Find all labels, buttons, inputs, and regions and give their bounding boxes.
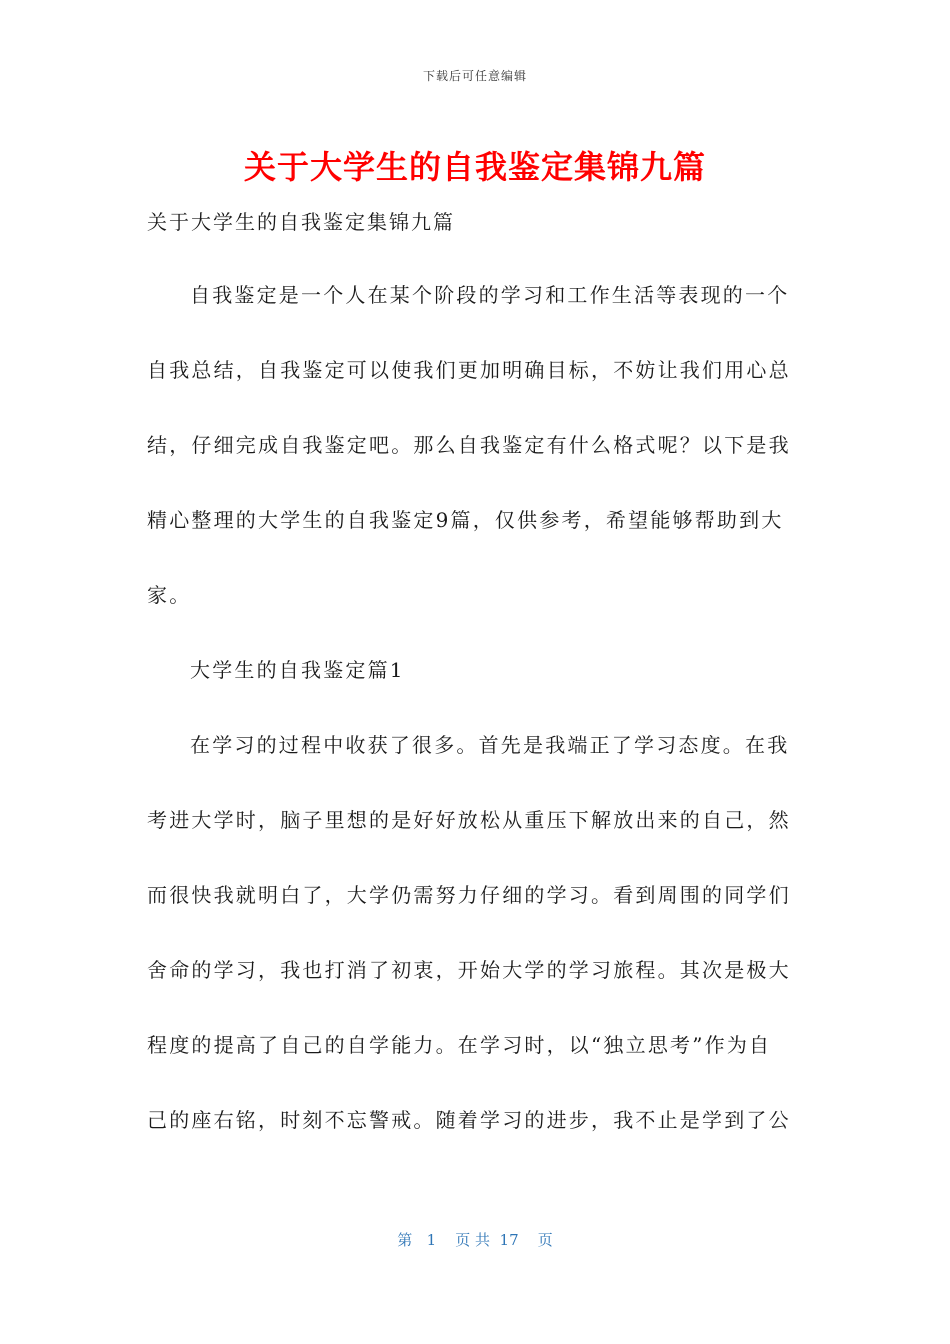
paragraph-line: 考进大学时，脑子里想的是好好放松从重压下解放出来的自己，然 [147, 808, 791, 832]
paragraph-line: 舍命的学习，我也打消了初衷，开始大学的学习旅程。其次是极大 [147, 958, 791, 982]
paragraph-line: 在学习的过程中收获了很多。首先是我端正了学习态度。在我 [190, 733, 790, 757]
paragraph-line: 自我总结，自我鉴定可以使我们更加明确目标，不妨让我们用心总 [147, 358, 791, 382]
paragraph-line: 程度的提高了自己的自学能力。在学习时，以“独立思考”作为自 [147, 1033, 772, 1057]
document-title: 关于大学生的自我鉴定集锦九篇 [243, 148, 706, 186]
paragraph-line: 自我鉴定是一个人在某个阶段的学习和工作生活等表现的一个 [190, 283, 790, 307]
page-footer [0, 1229, 950, 1250]
document-subtitle: 关于大学生的自我鉴定集锦九篇 [147, 210, 455, 234]
paragraph-line: 己的座右铭，时刻不忘警戒。随着学习的进步，我不止是学到了公 [147, 1108, 791, 1132]
current-page-number: 1 [426, 1231, 437, 1249]
total-pages-number: 17 [499, 1231, 519, 1249]
header-note: 下载后可任意编辑 [422, 69, 527, 83]
footer-label-end: 页 [537, 1231, 553, 1249]
paragraph-line: 精心整理的大学生的自我鉴定9篇，仅供参考，希望能够帮助到大 [147, 508, 784, 532]
paragraph-line: 家。 [147, 583, 192, 607]
footer-label-page: 第 [397, 1231, 413, 1249]
footer-label-total: 页 共 [455, 1231, 490, 1249]
section-heading: 大学生的自我鉴定篇1 [190, 658, 405, 682]
paragraph-line: 结，仔细完成自我鉴定吧。那么自我鉴定有什么格式呢？以下是我 [147, 433, 791, 457]
paragraph-line: 而很快我就明白了，大学仍需努力仔细的学习。看到周围的同学们 [147, 883, 791, 907]
